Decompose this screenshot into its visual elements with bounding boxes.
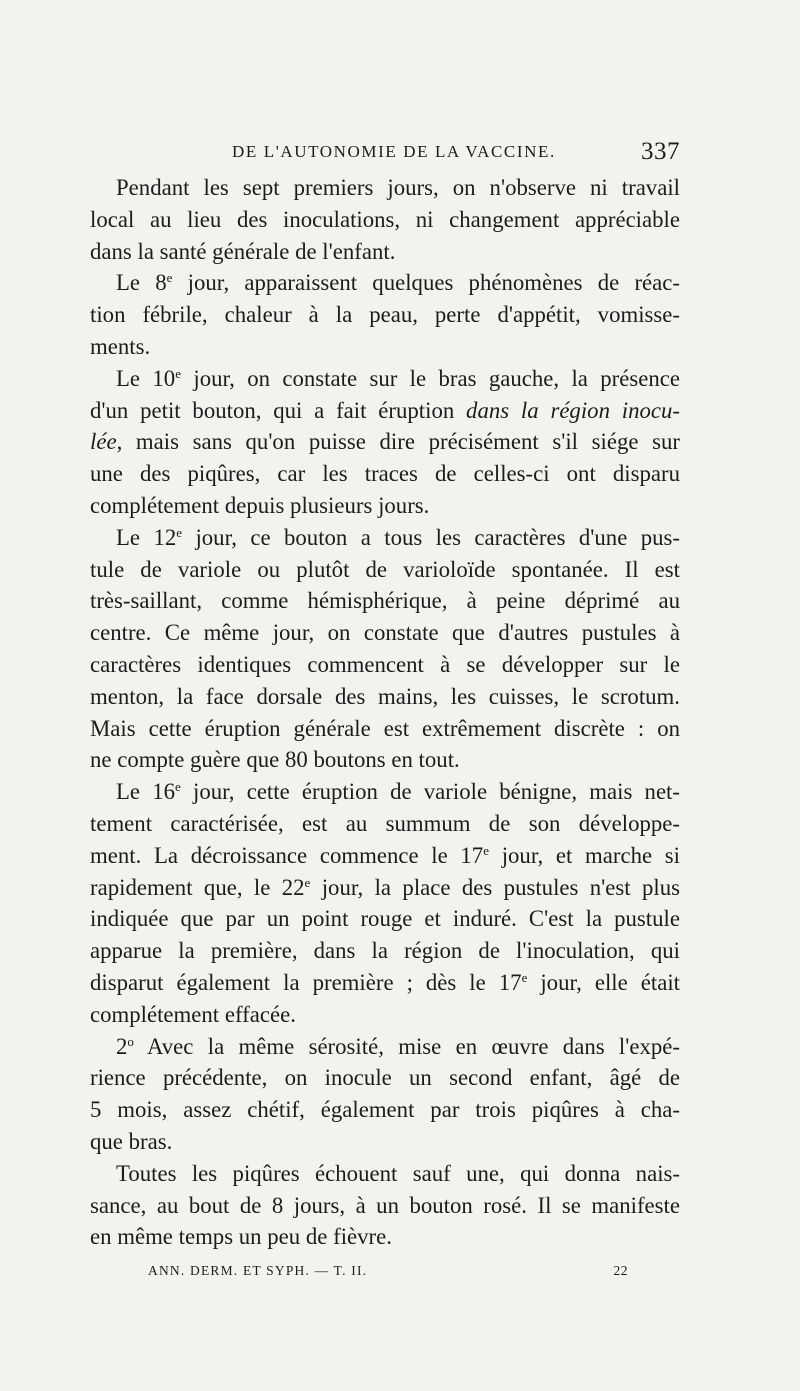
text-line: Mais cette éruption générale est extrêmement discrète : on (90, 715, 680, 741)
text-line: 5 mois, assez chétif, également par trois piqûres à cha- (90, 1097, 680, 1123)
text-line: en même temps un peu de fièvre. (90, 1224, 392, 1250)
text-line: complétement depuis plusieurs jours. (90, 492, 430, 518)
text-line: Le 12e jour, ce bouton a tous les caractères d'une pus- (116, 524, 680, 550)
text-line: 2$^o$ Avec la même sérosité, mise en œuvre dans l'expé- (116, 1033, 680, 1059)
text-line: rience précédente, on inocule un second enfant, âgé de (90, 1065, 680, 1091)
text-line: tule de variole ou plutôt de varioloïde spontanée. Il est (90, 556, 680, 582)
signature-mark: ANN. DERM. ET SYPH. — T. II. (148, 1263, 368, 1278)
text-line: d'un petit bouton, qui a fait éruption dans la région inocu- (90, 397, 681, 423)
text-line: caractères identiques commencent à se développer sur le (90, 651, 680, 677)
text-line: Pendant les sept premiers jours, on n'observe ni travail (116, 175, 680, 200)
text-line: tion fébrile, chaleur à la peau, perte d'appétit, vomisse- (90, 302, 680, 328)
text-line: disparut également la première ; dès le 17e jour, elle était (90, 969, 681, 995)
text-line: centre. Ce même jour, on constate que d'autres pustules à (90, 620, 680, 646)
text-line: Le 16e jour, cette éruption de variole bénigne, mais net- (116, 779, 680, 805)
text-line: Le 8e jour, apparaissent quelques phénomènes de réac- (116, 270, 680, 296)
signature-number: 22 (613, 1263, 628, 1278)
running-title: DE L'AUTONOMIE DE LA VACCINE. (232, 142, 556, 161)
signature-footer (148, 1263, 628, 1285)
text-line: complétement effacée. (90, 1001, 296, 1027)
text-line: dans la santé générale de l'enfant. (90, 238, 396, 264)
text-line: Toutes les piqûres échouent sauf une, qui donna nais- (116, 1160, 680, 1186)
text-line: rapidement que, le 22e jour, la place des pustules n'est plus (90, 874, 680, 900)
text-line: indiquée que par un point rouge et induré. C'est la pustule (90, 906, 680, 932)
text-line: local au lieu des inoculations, ni changement appréciable (90, 206, 680, 232)
text-line: que bras. (90, 1128, 173, 1154)
text-line: sance, au bout de 8 jours, à un bouton rosé. Il se manifeste (90, 1192, 680, 1218)
text-line: ments. (90, 333, 151, 359)
text-line: apparue la première, dans la région de l'inoculation, qui (90, 938, 680, 964)
text-line: Le 10e jour, on constate sur le bras gauche, la présence (116, 365, 680, 391)
text-line: tement caractérisée, est au summum de son développe- (90, 810, 680, 836)
text-line: une des piqûres, car les traces de celles-ci ont disparu (90, 461, 680, 487)
page-number: 337 (641, 138, 680, 165)
text-line: menton, la face dorsale des mains, les cuisses, le scrotum. (90, 683, 680, 709)
text-line: lée, mais sans qu'on puisse dire précisément s'il siége sur (90, 429, 680, 455)
text-line: très-saillant, comme hémisphérique, à peine déprimé au (90, 588, 680, 614)
running-head (88, 138, 680, 168)
body-text (90, 172, 680, 1253)
text-line: ne compte guère que 80 boutons en tout. (90, 747, 460, 773)
text-line: ment. La décroissance commence le 17e jour, et marche si (90, 842, 680, 868)
